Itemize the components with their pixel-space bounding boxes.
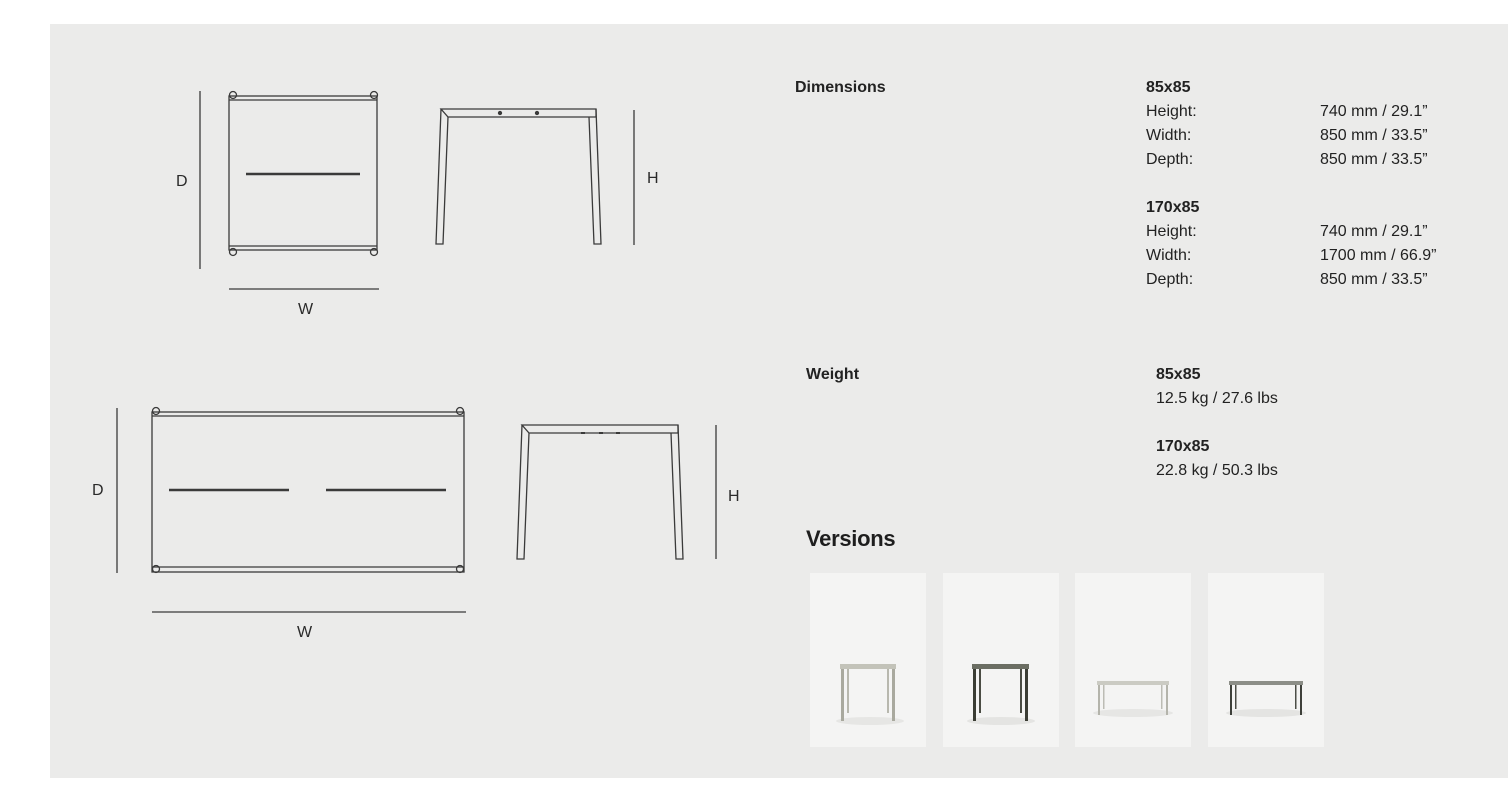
width-label: W: [298, 301, 314, 318]
weight-value: 12.5 kg / 27.6 lbs: [1156, 390, 1278, 407]
spec-row: [1146, 100, 1428, 124]
weight-value: 22.8 kg / 50.3 lbs: [1156, 462, 1278, 479]
product-specs-panel: [50, 24, 1508, 778]
versions-heading: Versions: [806, 526, 896, 551]
spec-row: [1146, 148, 1428, 172]
spec-key: Depth:: [1146, 151, 1194, 168]
size-name: 170x85: [1146, 199, 1200, 216]
spec-value: 740 mm / 29.1”: [1320, 103, 1428, 120]
spec-key: Height:: [1146, 223, 1197, 240]
size-name: 85x85: [1146, 79, 1191, 96]
height-label: H: [728, 488, 740, 505]
version-thumbnail[interactable]: [1075, 573, 1191, 747]
depth-label: D: [176, 173, 188, 190]
weight-170x85: [1156, 435, 1278, 483]
spec-value: 1700 mm / 66.9”: [1320, 247, 1437, 264]
version-thumbnail[interactable]: [1208, 573, 1324, 747]
rect-table-dark-icon: [1208, 573, 1324, 747]
weight-heading: Weight: [806, 366, 860, 383]
size-name: 170x85: [1156, 438, 1210, 455]
square-table-dark-icon: [943, 573, 1059, 747]
spec-value: 850 mm / 33.5”: [1320, 127, 1428, 144]
width-label: W: [297, 624, 313, 641]
spec-key: Width:: [1146, 247, 1192, 264]
spec-row: [1146, 220, 1437, 244]
dimensions-heading: Dimensions: [795, 79, 886, 96]
depth-label: D: [92, 482, 104, 499]
spec-row: [1146, 244, 1437, 268]
spec-row: [1146, 124, 1428, 148]
spec-key: Height:: [1146, 103, 1197, 120]
spec-value: 850 mm / 33.5”: [1320, 151, 1428, 168]
spec-key: Depth:: [1146, 271, 1194, 288]
weight-85x85: [1156, 363, 1278, 411]
version-thumbnail[interactable]: [943, 573, 1059, 747]
dimensions-170x85: [1146, 196, 1437, 292]
drawing-170x85-side-view: [517, 425, 716, 559]
spec-key: Width:: [1146, 127, 1192, 144]
spec-row: [1146, 268, 1437, 292]
spec-value: 740 mm / 29.1”: [1320, 223, 1428, 240]
technical-drawings: [50, 24, 810, 778]
spec-value: 850 mm / 33.5”: [1320, 271, 1428, 288]
drawing-85x85-side-view: [436, 109, 634, 245]
rect-table-light-icon: [1075, 573, 1191, 747]
version-thumbnail[interactable]: [810, 573, 926, 747]
height-label: H: [647, 170, 659, 187]
dimensions-85x85: [1146, 76, 1428, 172]
square-table-light-icon: [810, 573, 926, 747]
drawing-85x85-top-view: [50, 24, 810, 778]
size-name: 85x85: [1156, 366, 1201, 383]
drawing-170x85-top-view: [117, 408, 466, 613]
